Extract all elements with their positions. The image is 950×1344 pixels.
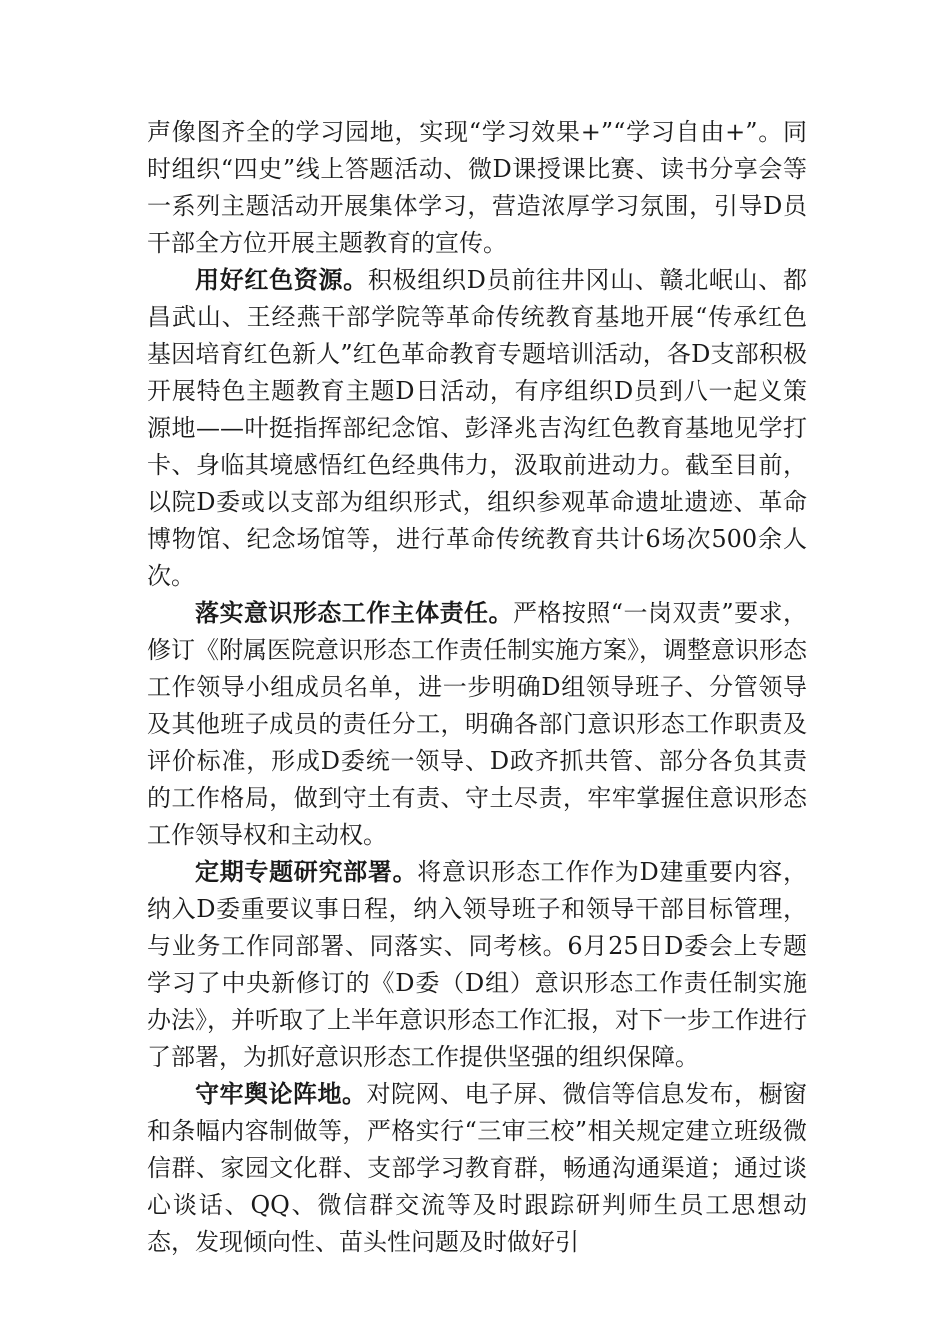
paragraph-body: 对院网、电子屏、微信等信息发布，橱窗和条幅内容制做等，严格实行“三审三校”相关规定建立班级微信群、家园文化群、支部学习教育群，畅通沟通渠道；通过谈心谈话、QQ、微信群交流等及时跟踪研判师生员工思想动态，发现倾向性、苗头性问题及时做好引 [147,1080,807,1256]
paragraph-public-opinion [147,1076,807,1261]
paragraph-body: 将意识形态工作作为D建重要内容，纳入D委重要议事日程，纳入领导班子和领导干部目标管理，与业务工作同部署、同落实、同考核。6月25日D委会上专题学习了中央新修订的《D委（D组）意识形态工作责任制实施办法》，并听取了上半年意识形态工作汇报，对下一步工作进行了部署，为抓好意识形态工作提供坚强的组织保障。 [147,858,807,1071]
paragraph-study-garden [147,114,807,262]
paragraph-heading: 用好红色资源。 [195,266,368,294]
paragraph-heading: 定期专题研究部署。 [195,858,418,886]
paragraph-red-resources [147,262,807,595]
document-body [147,114,807,1261]
paragraph-ideology-responsibility [147,595,807,854]
paragraph-heading: 守牢舆论阵地。 [195,1080,367,1108]
paragraph-body: 严格按照“一岗双责”要求，修订《附属医院意识形态工作责任制实施方案》，调整意识形态工作领导小组成员名单，进一步明确D组领导班子、分管领导及其他班子成员的责任分工，明确各部门意识形态工作职责及评价标准，形成D委统一领导、D政齐抓共管、部分各负其责的工作格局，做到守土有责、守土尽责，牢牢掌握住意识形态工作领导权和主动权。 [147,599,808,849]
paragraph-body: 积极组织D员前往井冈山、赣北岷山、都昌武山、王经燕干部学院等革命传统教育基地开展“传承红色基因培育红色新人”红色革命教育专题培训活动，各D支部积极开展特色主题教育主题D日活动，有序组织D员到八一起义策源地——叶挺指挥部纪念馆、彭泽兆吉沟红色教育基地见学打卡、身临其境感悟红色经典伟力，汲取前进动力。截至目前，以院D委或以支部为组织形式，组织参观革命遗址遗迹、革命博物馆、纪念场馆等，进行革命传统教育共计6场次500余人次。 [147,266,807,590]
paragraph-regular-study [147,854,807,1076]
paragraph-heading: 落实意识形态工作主体责任。 [195,599,513,627]
paragraph-body: 声像图齐全的学习园地，实现“学习效果+”“学习自由+”。同时组织“四史”线上答题活动、微D课授课比赛、读书分享会等一系列主题活动开展集体学习，营造浓厚学习氛围，引导D员干部全方位开展主题教育的宣传。 [147,118,807,257]
